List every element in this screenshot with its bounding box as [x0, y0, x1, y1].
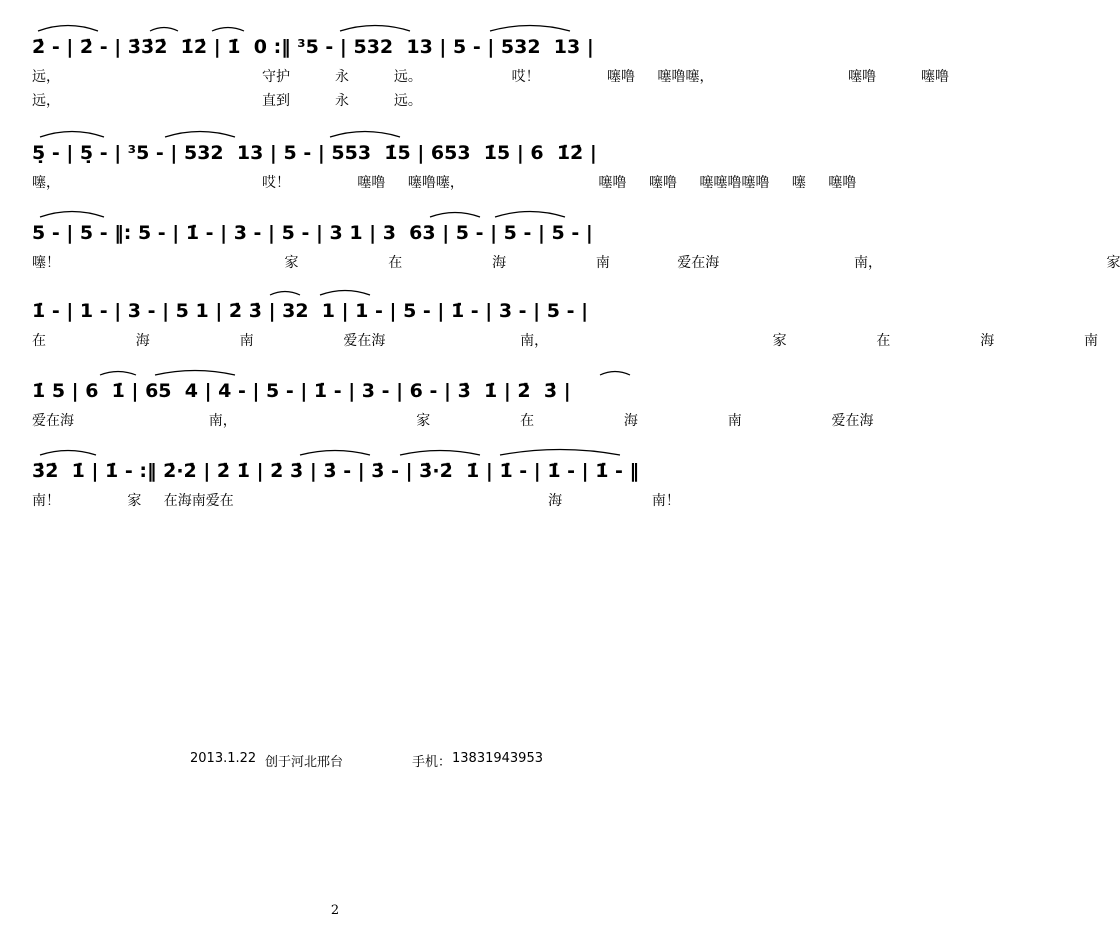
notation-line: 2̇ - | 2̇ - | 3̇3̇2̇ 1̇2̇ | 1̇ 0 :‖ ³5 - | 532 13 | 5 - | 532 13 | [32, 36, 594, 58]
lyric-line: 南！ 家 在海南爱在 海 南！ [32, 493, 680, 509]
footer-phone: 13831943953 [452, 751, 543, 766]
notation-line: 3̇2̇ 1̇ | 1̇ - :‖ 2̇·2̇ | 2̇ 1̇ | 2̇ 3̇ | 3̇ - | 3̇ - | 3̇·2̇ 1̇ | 1̇ - | 1̇ - | 1̇ - ‖ [32, 460, 640, 482]
lyric-line: 在 海 南 爱在海 南， 家 在 海 南 [32, 333, 1099, 349]
music-system-4 [32, 298, 1099, 358]
music-system-1 [32, 34, 950, 114]
notation-line: 1̇ 5 | 6 1̇ | 65 4 | 4 - | 5 - | 1̇ - | 3 - | 6 - | 3̇ 1̇ | 2̇ 3̇ | [32, 380, 571, 402]
page-number: 2 [330, 903, 340, 918]
lyric-line: 噻！ 家 在 海 南 爱在海 南， 家 [32, 255, 1120, 271]
lyric-line: 远， 直到 永 远。 [32, 93, 422, 109]
notation-line: 5 - | 5 - ‖: 5 - | 1̇ - | 3 - | 5 - | 3 1 | 3 63 | 5 - | 5 - | 5 - | [32, 222, 593, 244]
music-system-6 [32, 458, 680, 518]
music-system-3 [32, 220, 1120, 280]
music-system-5 [32, 378, 874, 438]
footer-origin: 创于河北邢台 [265, 755, 344, 770]
lyric-line: 远， 守护 永 远。 哎！ 噻噜 噻噜噻， 噻噜 噻噜 [32, 69, 950, 85]
lyric-line: 爱在海 南， 家 在 海 南 爱在海 [32, 413, 874, 429]
footer-phone-label: 手机： [412, 755, 452, 770]
music-system-2 [32, 140, 857, 200]
footer-date: 2013.1.22 [190, 751, 257, 766]
lyric-line: 噻， 哎！ 噻噜 噻噜噻， 噻噜 噻噜 噻噻噜噻噜 噻 噻噜 [32, 175, 857, 191]
notation-line: 5̣ - | 5̣ - | ³5 - | 532 13 | 5 - | 553 1̇5 | 653 1̇5 | 6 1̇2̇ | [32, 142, 597, 164]
notation-line: 1̇ - | 1 - | 3 - | 5 1 | 2̇ 3̇ | 32 1 | 1 - | 5 - | 1̇ - | 3 - | 5 - | [32, 300, 589, 322]
